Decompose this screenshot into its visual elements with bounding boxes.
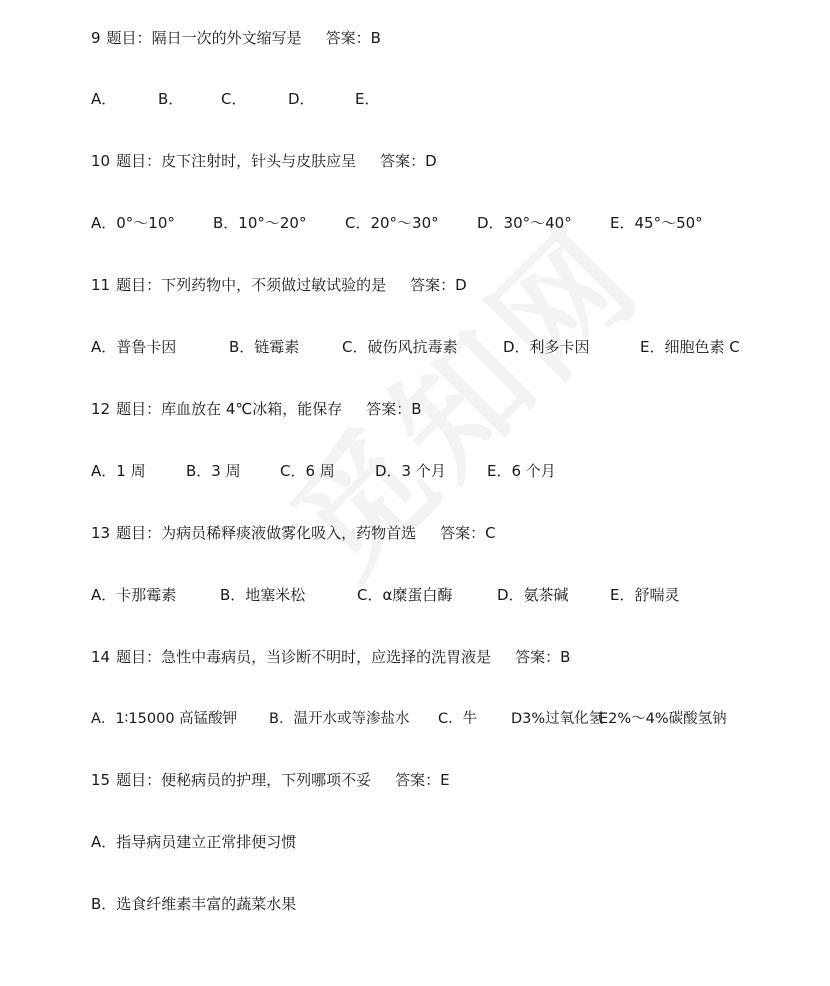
answer-value: D <box>455 276 467 294</box>
option-e: E．6 个月 <box>487 462 556 480</box>
question-number: 10 <box>91 152 111 170</box>
question-15-option-b <box>91 894 296 914</box>
option-c: C． <box>221 90 247 108</box>
option-b: B．温开水或等渗盐水 <box>269 711 410 727</box>
answer-label: 答案： <box>366 400 412 418</box>
question-label: 题目： <box>116 152 162 170</box>
watermark <box>245 179 674 608</box>
option-a: A．普鲁卡因 <box>91 338 177 356</box>
option-b: B．10°～20° <box>213 214 307 232</box>
question-text: 隔日一次的外文缩写是 <box>151 29 302 47</box>
question-text: 库血放在 4℃冰箱，能保存 <box>161 400 343 418</box>
question-number: 9 <box>91 29 101 47</box>
question-12-options <box>91 461 556 481</box>
question-number: 12 <box>91 400 111 418</box>
option-e: E．45°～50° <box>610 214 703 232</box>
answer-value: B <box>560 648 571 666</box>
option-d: D．3 个月 <box>375 462 446 480</box>
option-b: B．3 周 <box>186 462 241 480</box>
option-b: B．地塞米松 <box>220 586 306 604</box>
option-a: A．1 周 <box>91 462 146 480</box>
question-label: 题目： <box>106 29 152 47</box>
question-text: 便秘病员的护理，下列哪项不妥 <box>161 771 372 789</box>
option-d: D．利多卡因 <box>503 338 590 356</box>
option-b: B． <box>158 90 184 108</box>
question-11-options <box>91 337 740 357</box>
option-a: A． <box>91 90 117 108</box>
option-a: A．指导病员建立正常排便习惯 <box>91 833 297 851</box>
question-label: 题目： <box>116 400 162 418</box>
question-label: 题目： <box>116 771 162 789</box>
question-number: 15 <box>91 771 111 789</box>
option-e: E． <box>355 90 380 108</box>
question-12-stem <box>91 399 422 419</box>
question-9-stem <box>91 28 381 48</box>
option-c: C．6 周 <box>280 462 335 480</box>
option-e: E．细胞色素 C <box>640 338 740 356</box>
question-label: 题目： <box>116 276 162 294</box>
question-number: 14 <box>91 648 111 666</box>
option-a: A．0°～10° <box>91 214 175 232</box>
option-a: A．1∶15000 高锰酸钾 <box>91 711 238 727</box>
question-text: 下列药物中，不须做过敏试验的是 <box>161 276 387 294</box>
option-c: C．20°～30° <box>345 214 439 232</box>
question-number: 13 <box>91 524 111 542</box>
option-d: D． <box>288 90 315 108</box>
question-14-options <box>91 709 727 729</box>
question-15-stem <box>91 770 450 790</box>
option-c: C．α糜蛋白酶 <box>357 586 453 604</box>
question-label: 题目： <box>116 524 162 542</box>
option-d: D．氨茶碱 <box>497 586 569 604</box>
question-text: 为病员稀释痰液做雾化吸入，药物首选 <box>161 524 417 542</box>
question-14-stem <box>91 647 570 667</box>
option-b: B．选食纤维素丰富的蔬菜水果 <box>91 895 297 913</box>
answer-value: B <box>411 400 422 418</box>
answer-label: 答案： <box>515 648 561 666</box>
option-a: A．卡那霉素 <box>91 586 177 604</box>
option-c: C．破伤风抗毒素 <box>342 338 458 356</box>
question-text: 急性中毒病员，当诊断不明时，应选择的洗胃液是 <box>161 648 492 666</box>
question-13-options <box>91 585 679 605</box>
answer-label: 答案： <box>325 29 371 47</box>
question-10-options <box>91 213 703 233</box>
question-13-stem <box>91 523 496 543</box>
question-11-stem <box>91 275 467 295</box>
answer-label: 答案： <box>440 524 486 542</box>
answer-label: 答案： <box>380 152 426 170</box>
option-c: C．牛 <box>438 711 478 727</box>
question-10-stem <box>91 151 437 171</box>
answer-label: 答案： <box>395 771 441 789</box>
question-15-option-a <box>91 832 296 852</box>
option-d: D．30°～40° <box>477 214 572 232</box>
question-9-options <box>91 89 379 109</box>
answer-value: C <box>485 524 496 542</box>
option-b: B．链霉素 <box>229 338 300 356</box>
option-e: E2%～4%碳酸氢钠 <box>599 711 727 727</box>
answer-value: D <box>425 152 437 170</box>
question-label: 题目： <box>116 648 162 666</box>
answer-value: E <box>440 771 450 789</box>
answer-label: 答案： <box>410 276 456 294</box>
option-e: E．舒喘灵 <box>610 586 680 604</box>
question-text: 皮下注射时，针头与皮肤应呈 <box>161 152 357 170</box>
question-number: 11 <box>91 276 111 294</box>
answer-value: B <box>370 29 381 47</box>
option-d: D3%过氧化氢 <box>511 711 604 727</box>
